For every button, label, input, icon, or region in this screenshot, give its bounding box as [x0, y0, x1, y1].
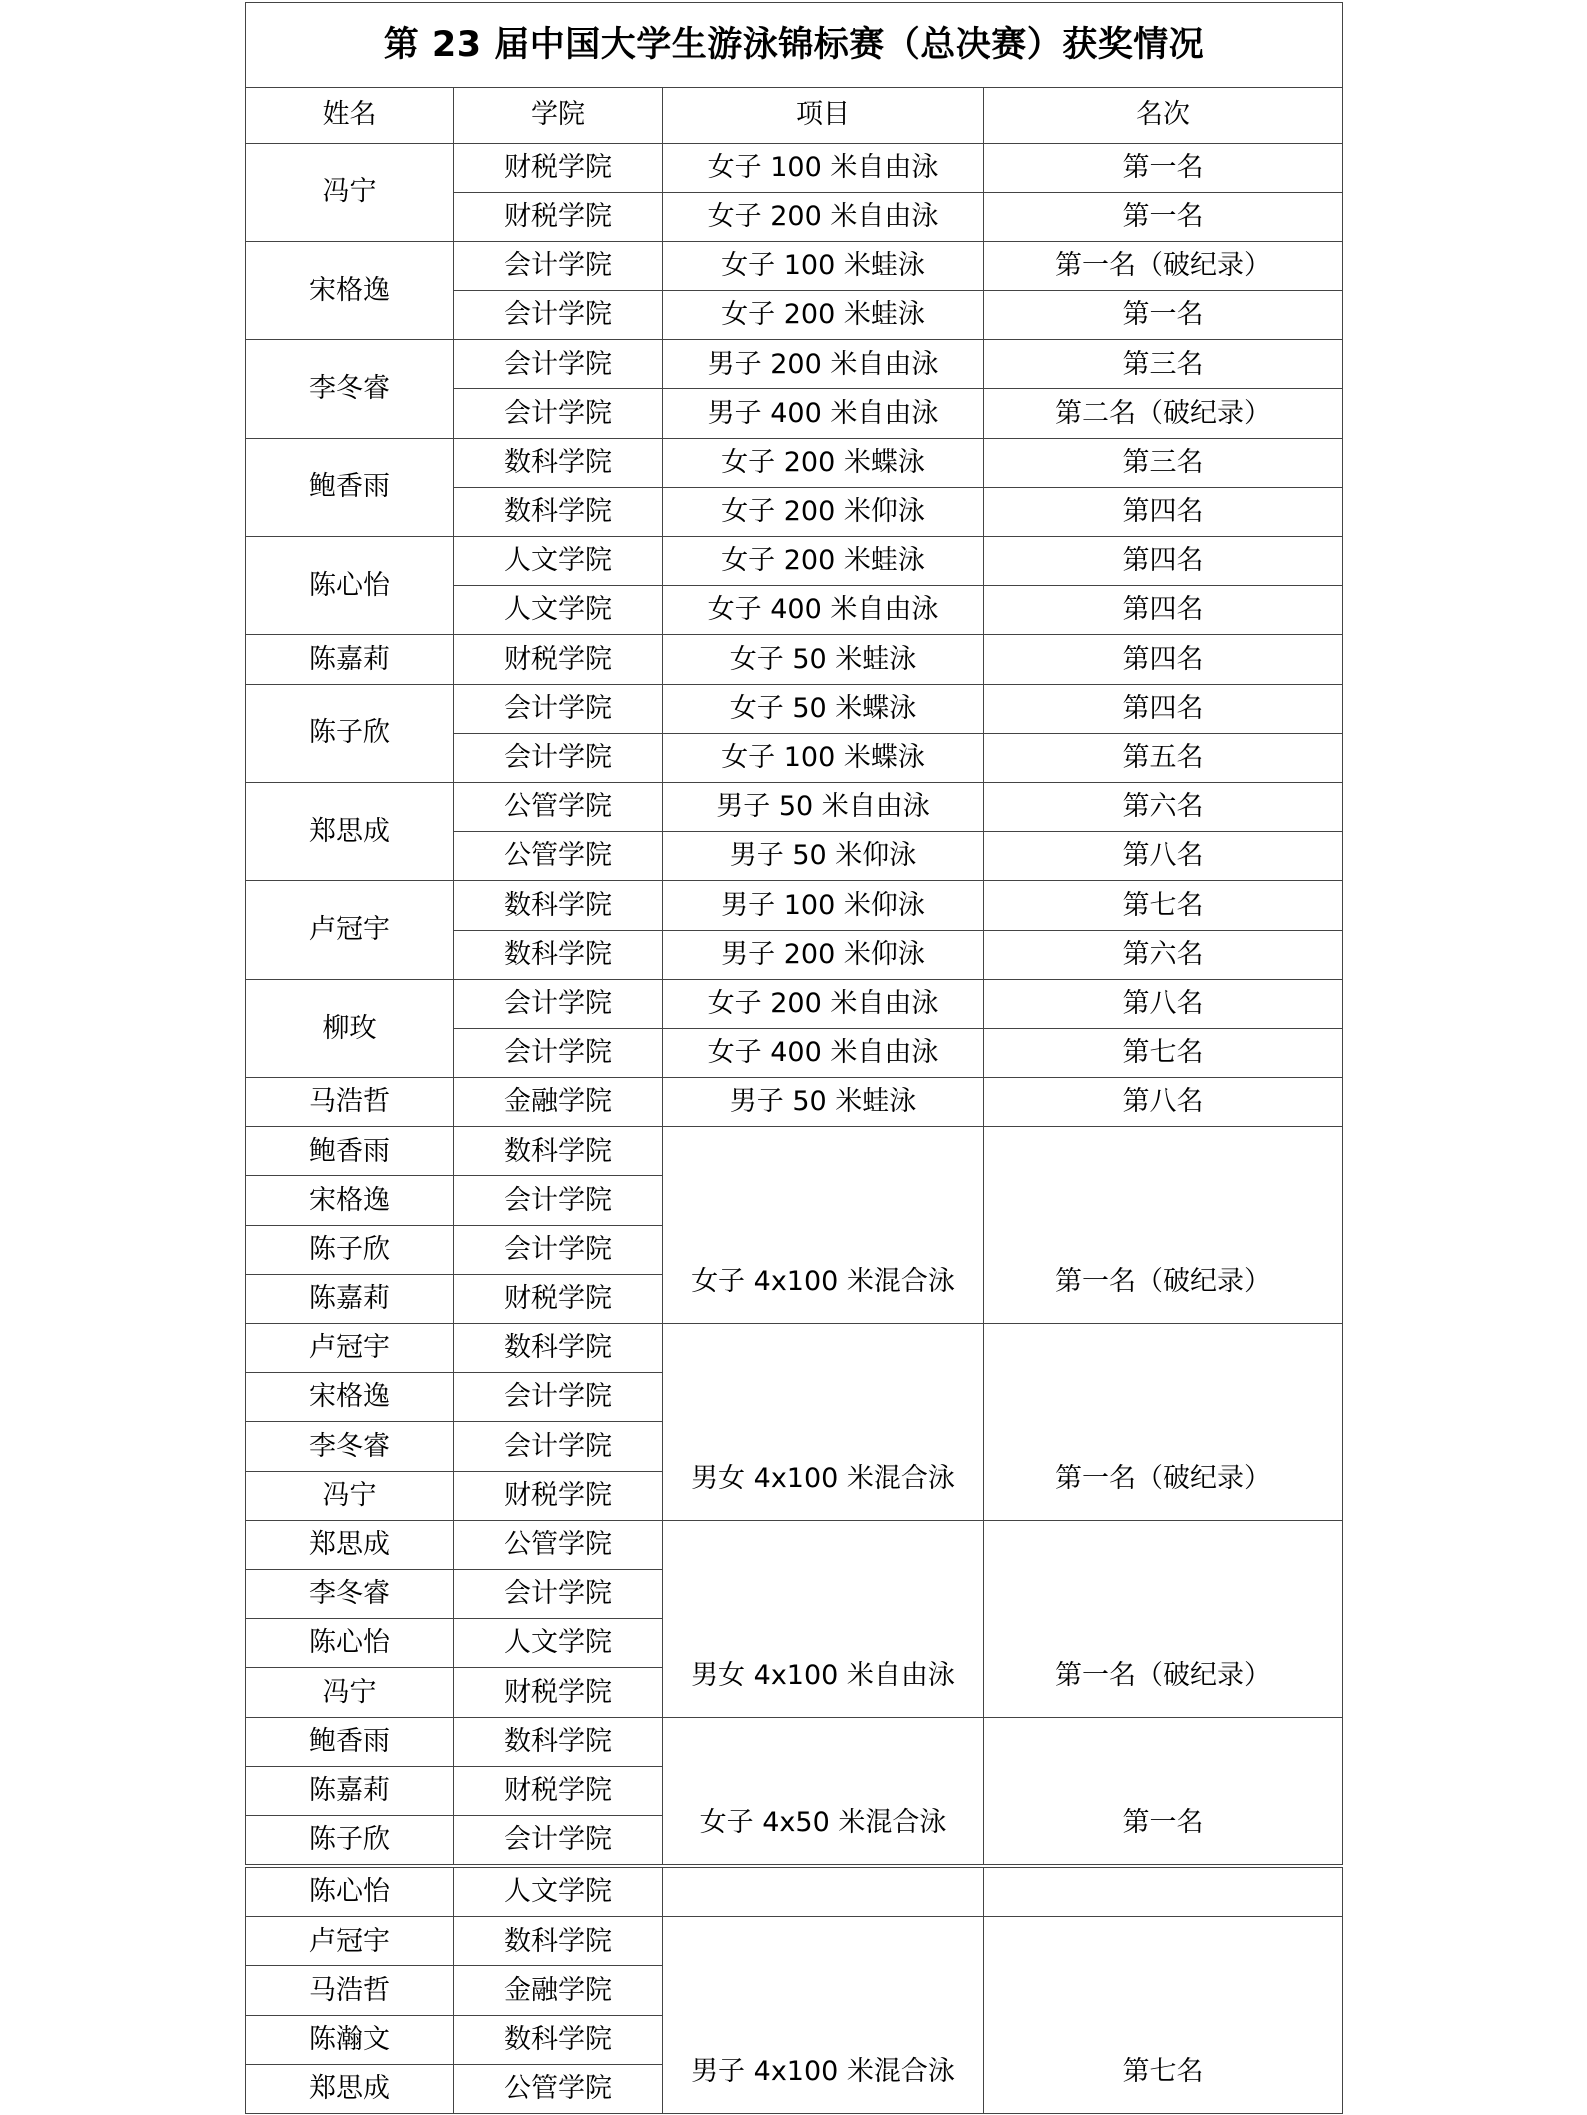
table-row [246, 979, 1343, 1028]
college-cell: 会计学院 [454, 1815, 663, 1864]
college-cell: 财税学院 [454, 192, 663, 241]
college-cell: 财税学院 [454, 1274, 663, 1323]
athlete-name: 卢冠宇 [246, 1917, 454, 1966]
table-row [246, 537, 1343, 586]
table-row [246, 684, 1343, 733]
college-cell: 数科学院 [454, 1917, 663, 1966]
athlete-name: 陈子欣 [246, 1815, 454, 1864]
college-cell: 财税学院 [454, 1471, 663, 1520]
event-cell: 女子 400 米自由泳 [663, 1028, 984, 1077]
table-row [246, 438, 1343, 487]
college-cell: 人文学院 [454, 1619, 663, 1668]
relay-rank-cell: 第一名（破纪录） [984, 1127, 1343, 1324]
event-cell: 男子 100 米仰泳 [663, 881, 984, 930]
college-cell: 数科学院 [454, 1717, 663, 1766]
event-cell: 女子 100 米蛙泳 [663, 241, 984, 290]
table-row [246, 1078, 1343, 1127]
athlete-name: 鲍香雨 [246, 1717, 454, 1766]
athlete-name: 卢冠宇 [246, 881, 454, 979]
relay-rank-cell: 第一名 [984, 1717, 1343, 1865]
athlete-name: 陈嘉莉 [246, 1766, 454, 1815]
college-cell: 财税学院 [454, 1668, 663, 1717]
event-cell: 女子 50 米蝶泳 [663, 684, 984, 733]
college-cell: 会计学院 [454, 1176, 663, 1225]
athlete-name: 陈嘉莉 [246, 1274, 454, 1323]
event-cell: 男子 200 米仰泳 [663, 930, 984, 979]
college-cell: 财税学院 [454, 635, 663, 684]
athlete-name: 宋格逸 [246, 1373, 454, 1422]
college-cell: 数科学院 [454, 438, 663, 487]
college-cell: 数科学院 [454, 1324, 663, 1373]
title-row [246, 3, 1343, 88]
college-cell: 会计学院 [454, 1569, 663, 1618]
athlete-name: 马浩哲 [246, 1966, 454, 2015]
relay-event-cell: 男女 4x100 米自由泳 [663, 1520, 984, 1717]
college-cell: 金融学院 [454, 1966, 663, 2015]
athlete-name: 冯宁 [246, 1668, 454, 1717]
table-row [246, 635, 1343, 684]
athlete-name: 柳玫 [246, 979, 454, 1077]
table-row [246, 782, 1343, 831]
athlete-name: 鲍香雨 [246, 1127, 454, 1176]
athlete-name: 宋格逸 [246, 241, 454, 339]
relay-event-cell [663, 1868, 984, 1917]
table-row [246, 1717, 1343, 1766]
relay-event-cell: 女子 4x50 米混合泳 [663, 1717, 984, 1865]
rank-cell: 第一名（破纪录） [984, 241, 1343, 290]
college-cell: 公管学院 [454, 782, 663, 831]
event-cell: 男子 50 米蛙泳 [663, 1078, 984, 1127]
rank-cell: 第三名 [984, 340, 1343, 389]
table-row [246, 241, 1343, 290]
college-cell: 数科学院 [454, 881, 663, 930]
event-cell: 女子 200 米仰泳 [663, 487, 984, 536]
athlete-name: 冯宁 [246, 1471, 454, 1520]
header-college: 学院 [454, 88, 663, 144]
rank-cell: 第一名 [984, 192, 1343, 241]
rank-cell: 第四名 [984, 537, 1343, 586]
athlete-name: 郑思成 [246, 782, 454, 880]
event-cell: 男子 200 米自由泳 [663, 340, 984, 389]
table-row [246, 881, 1343, 930]
rank-cell: 第四名 [984, 487, 1343, 536]
event-cell: 女子 200 米蝶泳 [663, 438, 984, 487]
award-table-body [246, 3, 1343, 2114]
rank-cell: 第三名 [984, 438, 1343, 487]
college-cell: 公管学院 [454, 2064, 663, 2113]
college-cell: 人文学院 [454, 586, 663, 635]
rank-cell: 第六名 [984, 782, 1343, 831]
event-cell: 男子 400 米自由泳 [663, 389, 984, 438]
college-cell: 金融学院 [454, 1078, 663, 1127]
athlete-name: 鲍香雨 [246, 438, 454, 536]
event-cell: 女子 50 米蛙泳 [663, 635, 984, 684]
event-cell: 女子 200 米自由泳 [663, 979, 984, 1028]
rank-cell: 第二名（破纪录） [984, 389, 1343, 438]
athlete-name: 陈子欣 [246, 1225, 454, 1274]
rank-cell: 第八名 [984, 832, 1343, 881]
header-rank: 名次 [984, 88, 1343, 144]
rank-cell: 第一名 [984, 143, 1343, 192]
athlete-name: 陈子欣 [246, 684, 454, 782]
athlete-name: 郑思成 [246, 2064, 454, 2113]
college-cell: 数科学院 [454, 487, 663, 536]
college-cell: 会计学院 [454, 684, 663, 733]
table-row [246, 1917, 1343, 1966]
award-table [245, 2, 1343, 2114]
college-cell: 财税学院 [454, 1766, 663, 1815]
rank-cell: 第八名 [984, 1078, 1343, 1127]
rank-cell: 第六名 [984, 930, 1343, 979]
relay-event-cell: 女子 4x100 米混合泳 [663, 1127, 984, 1324]
table-row [246, 143, 1343, 192]
athlete-name: 陈嘉莉 [246, 635, 454, 684]
table-row [246, 1324, 1343, 1373]
college-cell: 财税学院 [454, 143, 663, 192]
event-cell: 女子 200 米蛙泳 [663, 291, 984, 340]
college-cell: 公管学院 [454, 1520, 663, 1569]
college-cell: 会计学院 [454, 1422, 663, 1471]
table-row [246, 1127, 1343, 1176]
header-row [246, 88, 1343, 144]
rank-cell: 第五名 [984, 733, 1343, 782]
header-name: 姓名 [246, 88, 454, 144]
award-document [245, 2, 1342, 2114]
college-cell: 会计学院 [454, 291, 663, 340]
rank-cell: 第七名 [984, 881, 1343, 930]
relay-rank-cell: 第一名（破纪录） [984, 1520, 1343, 1717]
college-cell: 数科学院 [454, 2015, 663, 2064]
event-cell: 男子 50 米自由泳 [663, 782, 984, 831]
college-cell: 会计学院 [454, 1373, 663, 1422]
event-cell: 男子 50 米仰泳 [663, 832, 984, 881]
page-title: 第 23 届中国大学生游泳锦标赛（总决赛）获奖情况 [246, 3, 1343, 88]
college-cell: 会计学院 [454, 1225, 663, 1274]
rank-cell: 第八名 [984, 979, 1343, 1028]
athlete-name: 李冬睿 [246, 1422, 454, 1471]
relay-event-cell: 男女 4x100 米混合泳 [663, 1324, 984, 1521]
college-cell: 人文学院 [454, 537, 663, 586]
rank-cell: 第一名 [984, 291, 1343, 340]
rank-cell: 第四名 [984, 635, 1343, 684]
athlete-name: 马浩哲 [246, 1078, 454, 1127]
event-cell: 女子 200 米自由泳 [663, 192, 984, 241]
athlete-name: 陈心怡 [246, 537, 454, 635]
rank-cell: 第四名 [984, 586, 1343, 635]
athlete-name: 冯宁 [246, 143, 454, 241]
relay-rank-cell: 第七名 [984, 1917, 1343, 2114]
table-row [246, 1868, 1343, 1917]
college-cell: 人文学院 [454, 1868, 663, 1917]
athlete-name: 郑思成 [246, 1520, 454, 1569]
college-cell: 数科学院 [454, 930, 663, 979]
event-cell: 女子 100 米自由泳 [663, 143, 984, 192]
college-cell: 会计学院 [454, 241, 663, 290]
rank-cell: 第四名 [984, 684, 1343, 733]
college-cell: 会计学院 [454, 389, 663, 438]
relay-rank-cell [984, 1868, 1343, 1917]
table-row [246, 340, 1343, 389]
college-cell: 公管学院 [454, 832, 663, 881]
athlete-name: 卢冠宇 [246, 1324, 454, 1373]
athlete-name: 宋格逸 [246, 1176, 454, 1225]
college-cell: 数科学院 [454, 1127, 663, 1176]
college-cell: 会计学院 [454, 979, 663, 1028]
header-event: 项目 [663, 88, 984, 144]
athlete-name: 李冬睿 [246, 340, 454, 438]
relay-rank-cell: 第一名（破纪录） [984, 1324, 1343, 1521]
college-cell: 会计学院 [454, 340, 663, 389]
rank-cell: 第七名 [984, 1028, 1343, 1077]
event-cell: 女子 400 米自由泳 [663, 586, 984, 635]
college-cell: 会计学院 [454, 1028, 663, 1077]
relay-event-cell: 男子 4x100 米混合泳 [663, 1917, 984, 2114]
college-cell: 会计学院 [454, 733, 663, 782]
athlete-name: 陈心怡 [246, 1619, 454, 1668]
event-cell: 女子 100 米蝶泳 [663, 733, 984, 782]
event-cell: 女子 200 米蛙泳 [663, 537, 984, 586]
table-row [246, 1520, 1343, 1569]
athlete-name: 李冬睿 [246, 1569, 454, 1618]
athlete-name: 陈心怡 [246, 1868, 454, 1917]
athlete-name: 陈瀚文 [246, 2015, 454, 2064]
